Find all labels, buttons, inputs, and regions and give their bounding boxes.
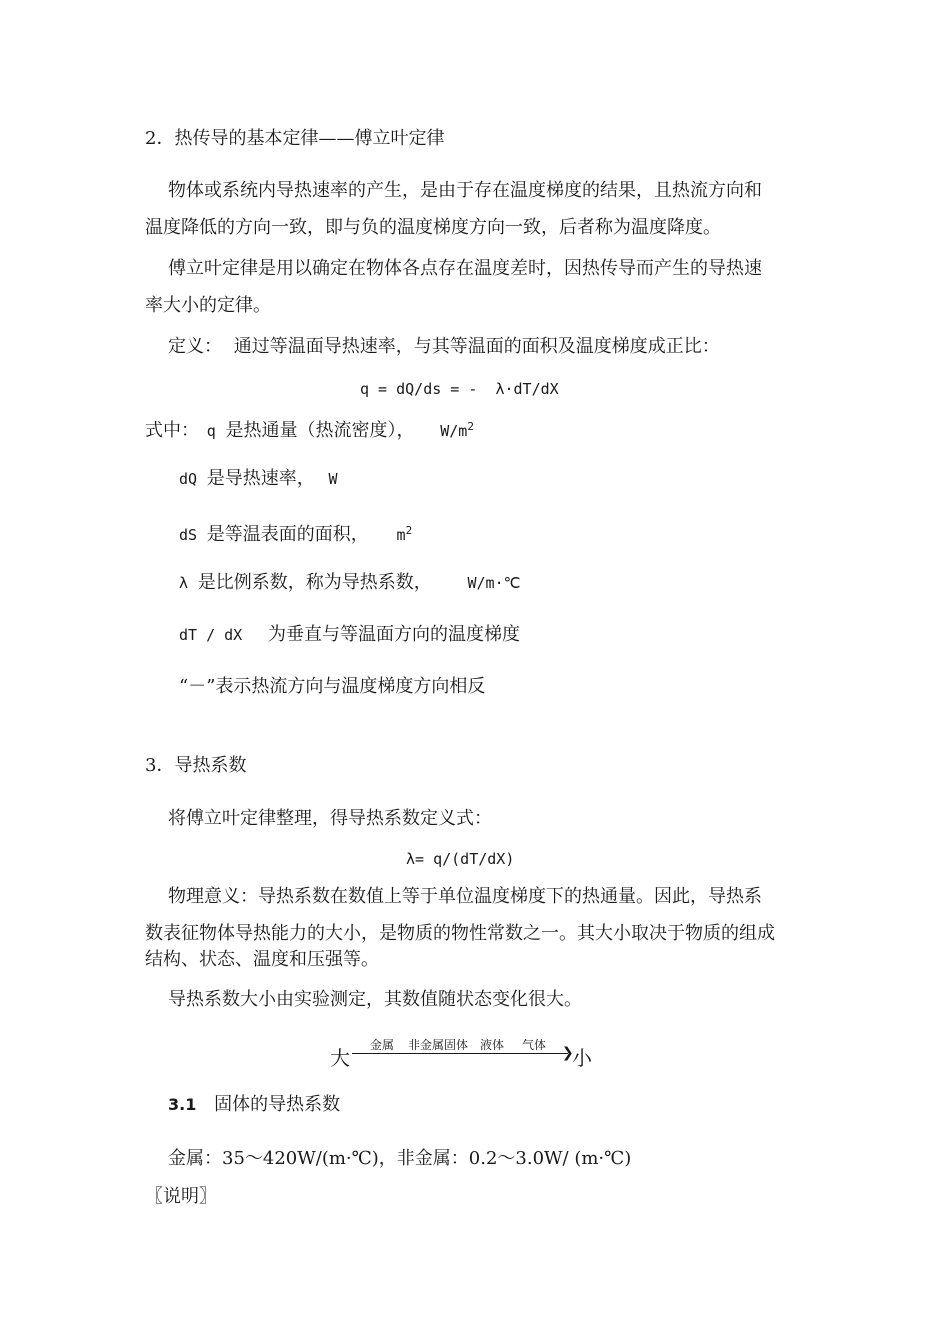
unit-ds: $m^2$ bbox=[396, 524, 413, 544]
section-2-heading: 2．热传导的基本定律——傅立叶定律 bbox=[145, 128, 445, 149]
unit-dq: W bbox=[328, 470, 338, 488]
paragraph-line: 将傅立叶定律整理，得导热系数定义式： bbox=[168, 808, 492, 829]
unit-lambda: W/m·℃ bbox=[467, 574, 521, 592]
paragraph-line: 率大小的定律。 bbox=[145, 295, 271, 316]
symbol-lambda-desc: 是比例系数，称为导热系数， bbox=[197, 572, 432, 593]
minus-sign-note: “－”表示热流方向与温度梯度方向相反 bbox=[179, 676, 486, 697]
note-label: 〖说明〗 bbox=[145, 1186, 217, 1207]
diagram-label-gas: 气体 bbox=[522, 1038, 547, 1052]
conductivity-order-diagram bbox=[330, 1034, 590, 1070]
paragraph-line: 数表征物体导热能力的大小，是物质的物性常数之一。其大小取决于物质的组成 bbox=[145, 923, 775, 944]
where-line-q bbox=[145, 416, 474, 442]
paragraph-line: 导热系数大小由实验测定，其数值随状态变化很大。 bbox=[168, 989, 582, 1010]
where-prefix: 式中： bbox=[145, 420, 199, 441]
subsection-title: 固体的导热系数 bbox=[214, 1094, 341, 1115]
diagram-right-label: 小 bbox=[572, 1046, 592, 1070]
section-3-heading: 3．导热系数 bbox=[145, 755, 247, 776]
symbol-ds: dS bbox=[179, 526, 198, 544]
symbol-dtdx: dT / dX bbox=[179, 626, 243, 644]
diagram-label-nonmetal: 非金属固体 bbox=[408, 1038, 469, 1052]
symbol-q: q bbox=[206, 422, 216, 440]
diagram-label-metal: 金属 bbox=[370, 1038, 395, 1052]
fourier-formula: q = dQ/ds = - λ·dT/dX bbox=[360, 380, 559, 398]
subsection-number: 3.1 bbox=[168, 1095, 197, 1114]
where-line-dtdx bbox=[179, 624, 520, 646]
conductivity-formula: λ= q/(dT/dX) bbox=[406, 850, 515, 868]
symbol-dq-desc: 是导热速率， bbox=[206, 468, 315, 489]
paragraph-line: 傅立叶定律是用以确定在物体各点存在温度差时，因热传导而产生的导热速 bbox=[168, 258, 762, 279]
diagram-label-liquid: 液体 bbox=[480, 1038, 505, 1052]
where-line-ds bbox=[179, 520, 412, 546]
diagram-left-label: 大 bbox=[330, 1046, 350, 1070]
arrow-right-icon: ❯ bbox=[562, 1045, 574, 1061]
symbol-lambda: λ bbox=[179, 574, 189, 592]
paragraph-line: 物理意义：导热系数在数值上等于单位温度梯度下的热通量。因此，导热系 bbox=[168, 886, 762, 907]
symbol-dq: dQ bbox=[179, 470, 198, 488]
definition-line bbox=[168, 336, 720, 358]
definition-label: 定义： bbox=[168, 336, 222, 357]
paragraph-line: 结构、状态、温度和压强等。 bbox=[145, 949, 379, 970]
paragraph-line: 物体或系统内导热速率的产生，是由于存在温度梯度的结果，且热流方向和 bbox=[168, 180, 762, 201]
conductivity-range-line: 金属：35～420W/(m·℃)，非金属：0.2～3.0W/ (m·℃) bbox=[168, 1148, 632, 1169]
unit-q: $W/m^2$ bbox=[440, 420, 474, 440]
definition-text: 通过等温面导热速率，与其等温面的面积及温度梯度成正比： bbox=[233, 336, 720, 357]
paragraph-line: 温度降低的方向一致，即与负的温度梯度方向一致，后者称为温度降度。 bbox=[145, 217, 721, 238]
diagram-arrow-line bbox=[352, 1053, 568, 1054]
where-line-lambda bbox=[179, 572, 520, 594]
symbol-ds-desc: 是等温表面的面积， bbox=[206, 524, 369, 545]
where-line-dq bbox=[179, 468, 338, 490]
symbol-q-desc: 是热通量（热流密度）， bbox=[225, 420, 415, 441]
subsection-3-1-heading bbox=[168, 1094, 340, 1116]
symbol-dtdx-desc: 为垂直与等温面方向的温度梯度 bbox=[267, 624, 520, 645]
